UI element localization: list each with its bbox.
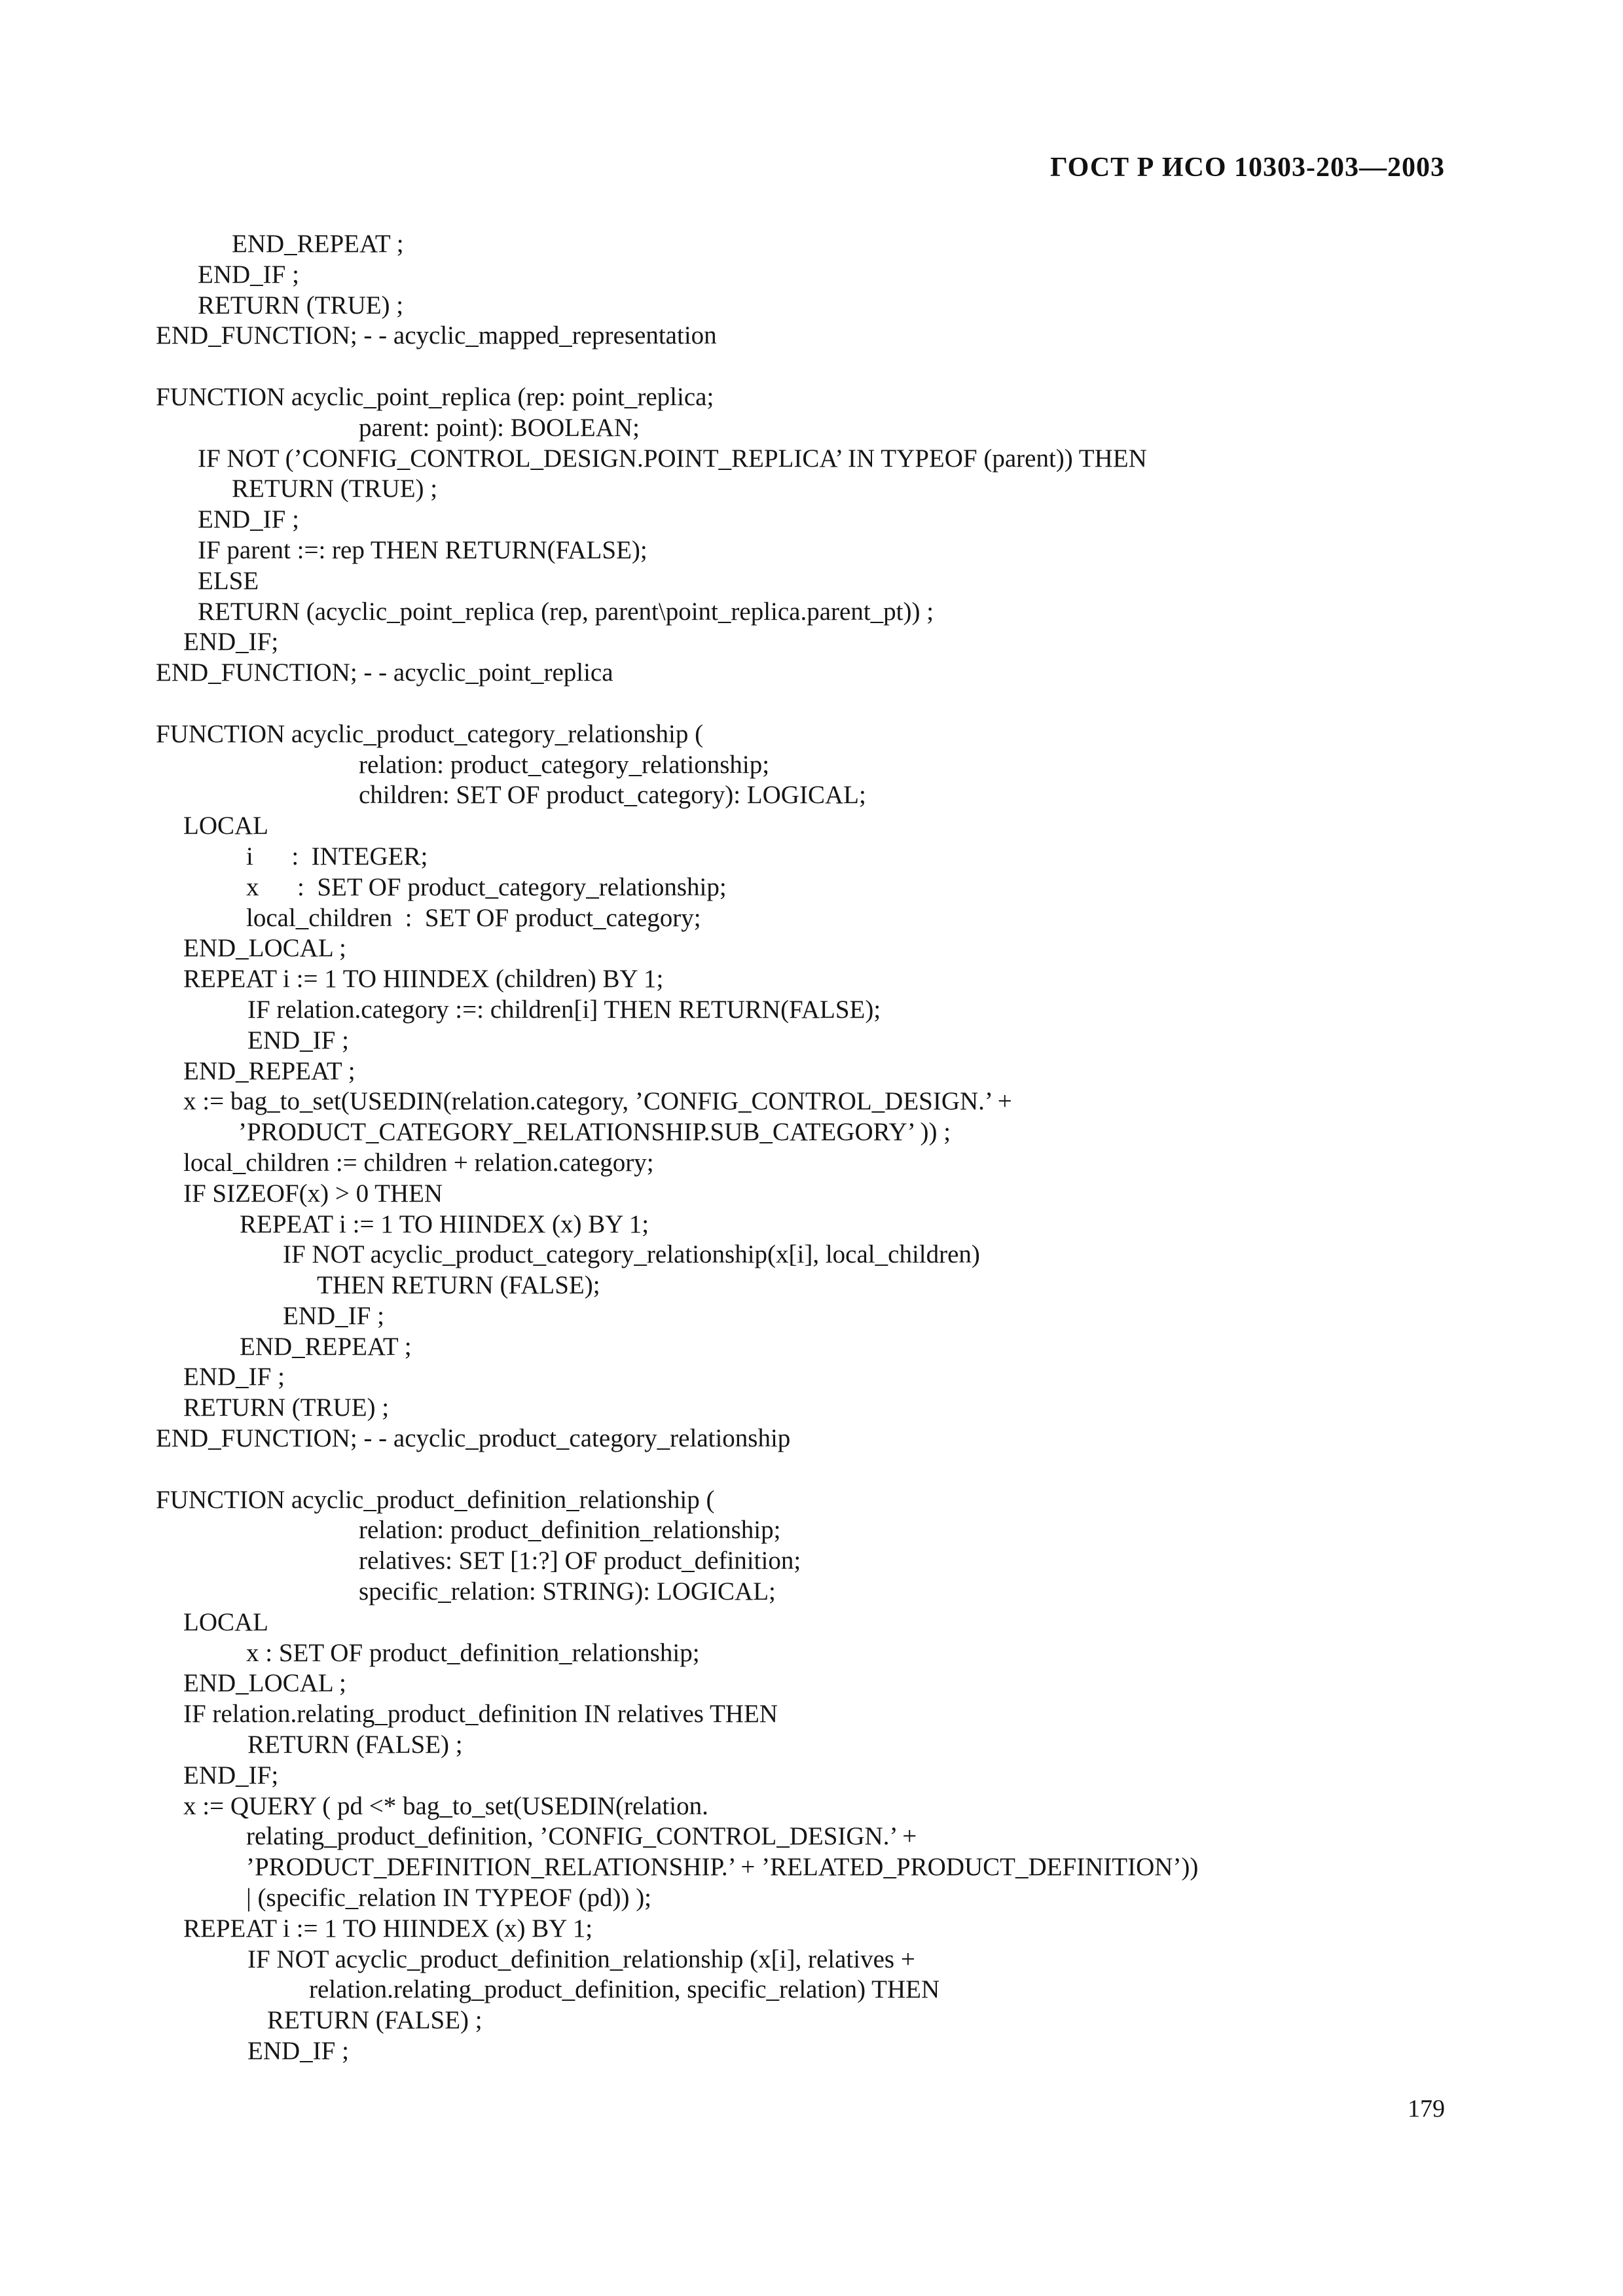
code-line: local_children : SET OF product_category; xyxy=(246,903,701,932)
code-line: FUNCTION acyclic_product_definition_relationship ( xyxy=(156,1485,715,1514)
code-line: x : SET OF product_definition_relationship; xyxy=(246,1638,700,1667)
code-line: x := QUERY ( pd <* bag_to_set(USEDIN(relation. xyxy=(183,1791,708,1820)
code-line: ’PRODUCT_CATEGORY_RELATIONSHIP.SUB_CATEGORY’ )) ; xyxy=(238,1118,951,1147)
code-line: relating_product_definition, ’CONFIG_CONTROL_DESIGN.’ + xyxy=(246,1822,917,1851)
standard-header: ГОСТ Р ИСО 10303-203—2003 xyxy=(1049,152,1445,183)
page-number: 179 xyxy=(1408,2095,1445,2123)
code-line: relation: product_category_relationship; xyxy=(359,750,770,779)
code-line: FUNCTION acyclic_product_category_relationship ( xyxy=(156,719,704,748)
code-line: LOCAL xyxy=(183,1607,268,1636)
code-line: x := bag_to_set(USEDIN(relation.category, ’CONFIG_CONTROL_DESIGN.’ + xyxy=(183,1087,1012,1116)
code-line: IF NOT (’CONFIG_CONTROL_DESIGN.POINT_REPLICA’ IN TYPEOF (parent)) THEN xyxy=(198,444,1147,473)
code-line: IF relation.relating_product_definition IN relatives THEN xyxy=(183,1700,778,1729)
code-line: THEN RETURN (FALSE); xyxy=(317,1271,600,1300)
code-line: END_IF ; xyxy=(183,1363,285,1391)
code-line: IF parent :=: rep THEN RETURN(FALSE); xyxy=(198,535,647,564)
code-line: parent: point): BOOLEAN; xyxy=(359,413,640,442)
code-line: RETURN (FALSE) ; xyxy=(247,1731,463,1759)
code-line: END_LOCAL ; xyxy=(183,934,346,963)
code-line: IF SIZEOF(x) > 0 THEN xyxy=(183,1179,443,1208)
blank-line xyxy=(156,1454,1452,1485)
code-line: END_LOCAL ; xyxy=(183,1669,346,1698)
code-line: END_REPEAT ; xyxy=(183,1056,356,1085)
code-line: LOCAL xyxy=(183,812,268,840)
code-line: END_IF; xyxy=(183,1761,279,1789)
code-line: IF relation.category :=: children[i] THEN RETURN(FALSE); xyxy=(247,995,881,1024)
code-line: RETURN (TRUE) ; xyxy=(183,1393,390,1422)
code-line: END_IF ; xyxy=(247,2037,349,2066)
code-line: END_REPEAT ; xyxy=(232,230,404,258)
code-line: RETURN (TRUE) ; xyxy=(232,475,438,503)
code-line: ELSE xyxy=(198,566,259,595)
code-line: REPEAT i := 1 TO HIINDEX (x) BY 1; xyxy=(240,1210,649,1238)
code-line: ’PRODUCT_DEFINITION_RELATIONSHIP.’ + ’RELATED_PRODUCT_DEFINITION’)) xyxy=(246,1853,1199,1882)
code-line: FUNCTION acyclic_point_replica (rep: point_replica; xyxy=(156,382,714,411)
code-line: REPEAT i := 1 TO HIINDEX (x) BY 1; xyxy=(183,1914,593,1943)
code-line: END_FUNCTION; - - acyclic_point_replica xyxy=(156,658,613,687)
code-line: END_FUNCTION; - - acyclic_product_category_relationship xyxy=(156,1424,791,1453)
blank-line xyxy=(156,689,1452,719)
code-line: END_IF ; xyxy=(198,505,299,534)
code-line: x : SET OF product_category_relationship; xyxy=(246,872,727,901)
code-line: relation: product_definition_relationship; xyxy=(359,1516,781,1545)
code-line: IF NOT acyclic_product_definition_relationship (x[i], relatives + xyxy=(247,1945,915,1973)
code-line: IF NOT acyclic_product_category_relationship(x[i], local_children) xyxy=(283,1240,980,1269)
code-line: local_children := children + relation.category; xyxy=(183,1148,654,1177)
code-line: RETURN (TRUE) ; xyxy=(198,291,404,319)
code-line: children: SET OF product_category): LOGICAL; xyxy=(359,781,866,810)
code-line: relation.relating_product_definition, specific_relation) THEN xyxy=(309,1975,940,2004)
code-line: REPEAT i := 1 TO HIINDEX (children) BY 1; xyxy=(183,965,664,994)
code-line: | (specific_relation IN TYPEOF (pd)) ); xyxy=(246,1884,652,1912)
code-line: END_FUNCTION; - - acyclic_mapped_representation xyxy=(156,321,717,350)
code-line: END_IF ; xyxy=(247,1026,349,1054)
code-line: END_IF ; xyxy=(198,260,299,289)
code-line: RETURN (FALSE) ; xyxy=(267,2006,483,2035)
blank-line xyxy=(156,351,1452,382)
code-line: RETURN (acyclic_point_replica (rep, parent\point_replica.parent_pt)) ; xyxy=(198,597,934,626)
code-line: specific_relation: STRING): LOGICAL; xyxy=(359,1577,776,1606)
express-code-listing xyxy=(156,229,1452,2067)
code-line: relatives: SET [1:?] OF product_definition; xyxy=(359,1547,801,1575)
code-line: END_REPEAT ; xyxy=(240,1332,412,1361)
code-line: END_IF ; xyxy=(283,1301,384,1330)
code-line: END_IF; xyxy=(183,628,279,656)
code-line: i : INTEGER; xyxy=(246,842,428,870)
